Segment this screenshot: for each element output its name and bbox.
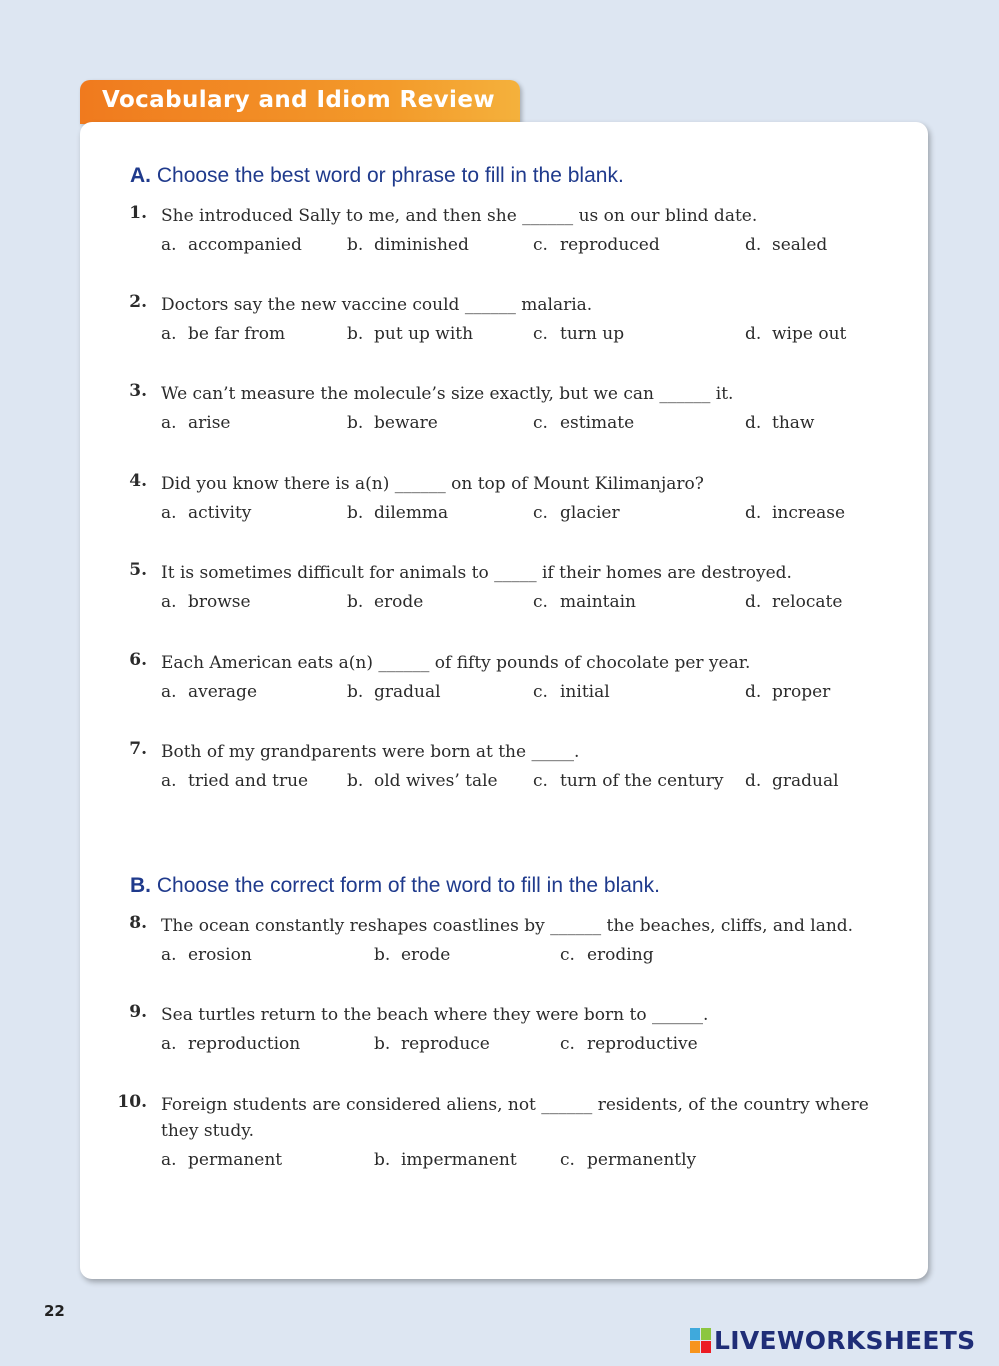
answer-option[interactable]	[347, 413, 438, 433]
option-letter: b.	[374, 1150, 391, 1170]
option-text: dilemma	[374, 503, 449, 523]
answer-option[interactable]	[745, 503, 845, 523]
answer-option[interactable]	[745, 682, 830, 702]
option-text: activity	[188, 503, 252, 523]
answer-option[interactable]	[533, 324, 624, 344]
option-letter: c.	[560, 945, 575, 965]
answer-option[interactable]	[161, 592, 251, 612]
option-text: put up with	[374, 324, 474, 344]
option-letter: c.	[533, 324, 548, 344]
option-text: reproductive	[587, 1034, 698, 1054]
option-text: be far from	[188, 324, 286, 344]
option-text: tried and true	[188, 771, 309, 791]
answer-option[interactable]	[347, 503, 448, 523]
option-text: proper	[772, 682, 831, 702]
option-letter: c.	[533, 413, 548, 433]
option-text: relocate	[772, 592, 843, 612]
option-text: gradual	[772, 771, 839, 791]
answer-option[interactable]	[533, 503, 620, 523]
option-text: permanent	[188, 1150, 283, 1170]
answer-option[interactable]	[374, 1034, 490, 1054]
option-letter: b.	[347, 503, 364, 523]
answer-option[interactable]	[560, 945, 654, 965]
page-title: Vocabulary and Idiom Review	[102, 87, 495, 113]
question-number: 1.	[129, 203, 147, 223]
brand-text: LIVEWORKSHEETS	[714, 1326, 976, 1355]
option-text: glacier	[560, 503, 620, 523]
answer-option[interactable]	[745, 592, 842, 612]
answer-option[interactable]	[533, 592, 636, 612]
option-letter: b.	[347, 771, 364, 791]
option-letter: a.	[161, 1150, 177, 1170]
option-letter: b.	[347, 235, 364, 255]
question-text: Foreign students are considered aliens, not ______ residents, of the country where they study.	[161, 1095, 869, 1141]
option-text: arise	[188, 413, 231, 433]
answer-option[interactable]	[161, 503, 251, 523]
answer-option[interactable]	[161, 1150, 282, 1170]
option-text: gradual	[374, 682, 441, 702]
answer-option[interactable]	[347, 324, 473, 344]
answer-option[interactable]	[161, 945, 252, 965]
question-number: 5.	[129, 560, 147, 580]
option-letter: a.	[161, 503, 177, 523]
option-letter: b.	[374, 1034, 391, 1054]
answer-option[interactable]	[161, 682, 257, 702]
option-text: turn of the century	[560, 771, 724, 791]
option-letter: b.	[347, 682, 364, 702]
question-text: Both of my grandparents were born at the _____.	[161, 742, 580, 762]
answer-option[interactable]	[374, 945, 450, 965]
option-letter: c.	[533, 592, 548, 612]
answer-option[interactable]	[161, 771, 308, 791]
answer-option[interactable]	[745, 413, 814, 433]
answer-option[interactable]	[347, 592, 423, 612]
option-letter: c.	[560, 1034, 575, 1054]
section-letter: A.	[130, 164, 151, 187]
option-letter: d.	[745, 771, 762, 791]
option-letter: d.	[745, 682, 762, 702]
option-letter: a.	[161, 771, 177, 791]
option-letter: a.	[161, 682, 177, 702]
option-letter: b.	[347, 592, 364, 612]
option-text: permanently	[587, 1150, 697, 1170]
question-text: Each American eats a(n) ______ of fifty pounds of chocolate per year.	[161, 653, 751, 673]
section-heading-b	[130, 874, 660, 898]
answer-option[interactable]	[347, 682, 441, 702]
option-letter: b.	[347, 324, 364, 344]
answer-option[interactable]	[161, 1034, 300, 1054]
option-letter: d.	[745, 324, 762, 344]
answer-option[interactable]	[560, 1150, 696, 1170]
option-text: browse	[188, 592, 251, 612]
option-letter: a.	[161, 413, 177, 433]
question-number: 6.	[129, 650, 147, 670]
option-letter: c.	[533, 503, 548, 523]
section-title-tab	[80, 80, 520, 124]
option-letter: d.	[745, 503, 762, 523]
option-text: estimate	[560, 413, 635, 433]
answer-option[interactable]	[745, 324, 846, 344]
option-letter: c.	[533, 771, 548, 791]
answer-option[interactable]	[161, 235, 302, 255]
option-text: erode	[374, 592, 424, 612]
liveworksheets-icon	[690, 1328, 711, 1353]
option-letter: a.	[161, 235, 177, 255]
option-text: old wives’ tale	[374, 771, 498, 791]
option-text: sealed	[772, 235, 828, 255]
answer-option[interactable]	[533, 771, 723, 791]
question-text: Sea turtles return to the beach where they were born to ______.	[161, 1005, 709, 1025]
option-letter: b.	[347, 413, 364, 433]
option-text: impermanent	[401, 1150, 517, 1170]
question-text: Doctors say the new vaccine could ______ malaria.	[161, 295, 593, 315]
option-text: accompanied	[188, 235, 302, 255]
option-text: average	[188, 682, 258, 702]
section-heading-a	[130, 164, 624, 188]
answer-option[interactable]	[161, 324, 285, 344]
option-text: eroding	[587, 945, 654, 965]
option-letter: c.	[533, 235, 548, 255]
option-letter: c.	[533, 682, 548, 702]
option-text: initial	[560, 682, 610, 702]
option-text: erosion	[188, 945, 252, 965]
option-letter: d.	[745, 235, 762, 255]
question-text: The ocean constantly reshapes coastlines by ______ the beaches, cliffs, and land.	[161, 916, 854, 936]
option-letter: a.	[161, 945, 177, 965]
option-letter: d.	[745, 413, 762, 433]
answer-option[interactable]	[533, 413, 634, 433]
answer-option[interactable]	[745, 771, 839, 791]
answer-option[interactable]	[347, 771, 498, 791]
option-letter: a.	[161, 592, 177, 612]
question-number: 10.	[117, 1092, 147, 1112]
option-text: reproduce	[401, 1034, 490, 1054]
answer-option[interactable]	[745, 235, 827, 255]
section-instruction: Choose the correct form of the word to fill in the blank.	[156, 874, 660, 897]
question-text: Did you know there is a(n) ______ on top of Mount Kilimanjaro?	[161, 474, 704, 494]
option-text: maintain	[560, 592, 636, 612]
question-text: She introduced Sally to me, and then she ______ us on our blind date.	[161, 206, 758, 226]
option-text: increase	[772, 503, 846, 523]
answer-option[interactable]	[161, 413, 230, 433]
option-text: turn up	[560, 324, 625, 344]
question-number: 7.	[129, 739, 147, 759]
page-number: 22	[44, 1302, 65, 1320]
option-text: thaw	[772, 413, 815, 433]
option-letter: b.	[374, 945, 391, 965]
answer-option[interactable]	[560, 1034, 698, 1054]
option-letter: a.	[161, 1034, 177, 1054]
option-letter: a.	[161, 324, 177, 344]
option-text: reproduction	[188, 1034, 301, 1054]
option-text: beware	[374, 413, 438, 433]
question-text: We can’t measure the molecule’s size exactly, but we can ______ it.	[161, 384, 734, 404]
question-number: 4.	[129, 471, 147, 491]
option-letter: d.	[745, 592, 762, 612]
option-text: reproduced	[560, 235, 660, 255]
question-number: 8.	[129, 913, 147, 933]
option-text: diminished	[374, 235, 469, 255]
question-text: It is sometimes difficult for animals to _____ if their homes are destroyed.	[161, 563, 792, 583]
brand-logo	[690, 1326, 975, 1355]
answer-option[interactable]	[533, 682, 610, 702]
section-letter: B.	[130, 874, 151, 897]
answer-option[interactable]	[374, 1150, 517, 1170]
option-text: erode	[401, 945, 451, 965]
question-number: 3.	[129, 381, 147, 401]
option-text: wipe out	[772, 324, 847, 344]
question-number: 2.	[129, 292, 147, 312]
question-number: 9.	[129, 1002, 147, 1022]
answer-option[interactable]	[533, 235, 660, 255]
answer-option[interactable]	[347, 235, 469, 255]
section-instruction: Choose the best word or phrase to fill in the blank.	[156, 164, 624, 187]
option-letter: c.	[560, 1150, 575, 1170]
